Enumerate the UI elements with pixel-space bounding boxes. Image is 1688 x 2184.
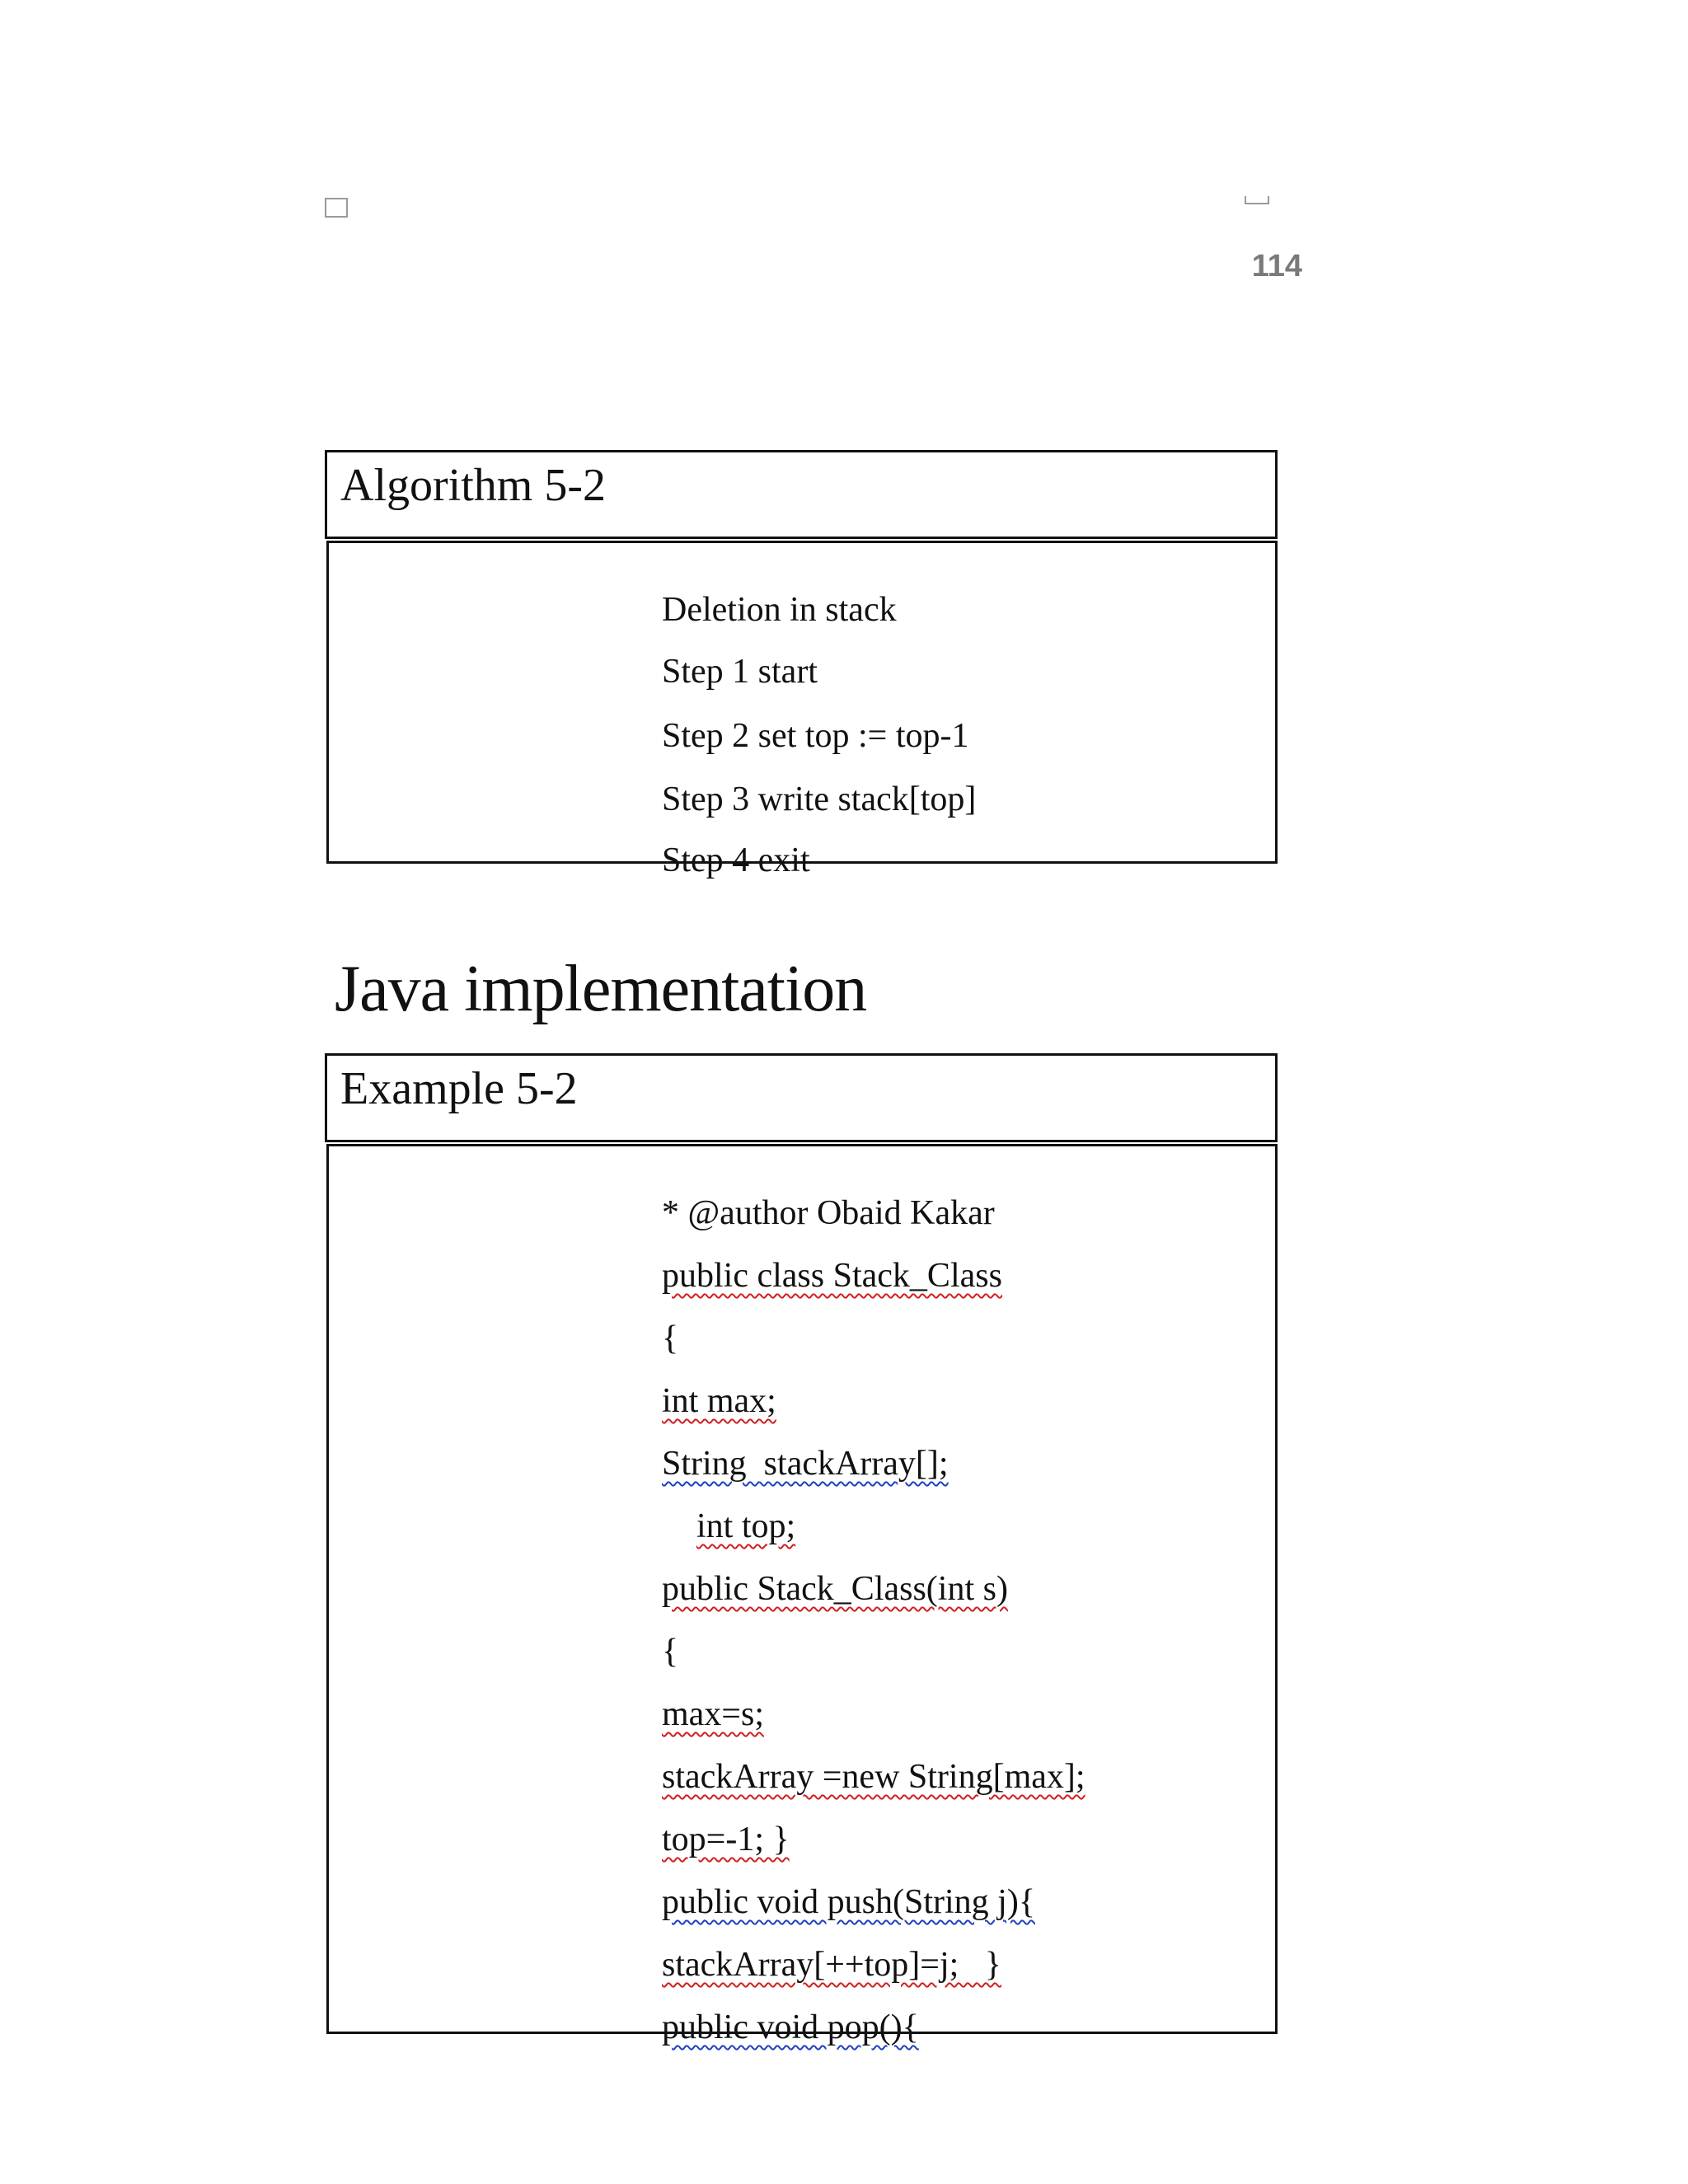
algorithm-line-5: Step 4 exit [662, 841, 810, 879]
code-line-14: public void pop(){ [662, 2008, 919, 2046]
code-line-12: public void push(String j){ [662, 1883, 1035, 1921]
algorithm-content-box [326, 541, 1278, 879]
page-corner-marker-icon [325, 198, 348, 218]
text-boundary-mark-icon [1245, 196, 1269, 204]
example-title: Example 5-2 [340, 1063, 578, 1114]
code-line-1: * @author Obaid Kakar [662, 1194, 995, 1232]
code-line-11: top=-1; } [662, 1821, 790, 1858]
example-title-box [325, 1053, 1278, 1142]
section-heading: Java implementation [335, 953, 867, 1025]
code-line-5: String stackArray[]; [662, 1445, 949, 1483]
page-number: 114 [1251, 249, 1302, 284]
algorithm-title: Algorithm 5-2 [340, 460, 606, 511]
code-line-9: max=s; [662, 1695, 765, 1733]
example-code-box [326, 1144, 1278, 2046]
code-line-8: { [662, 1633, 679, 1671]
code-line-4: int max; [662, 1382, 776, 1420]
algorithm-line-2: Step 1 start [662, 653, 818, 691]
code-line-7: public Stack_Class(int s) [662, 1570, 1008, 1608]
code-line-3: { [662, 1319, 679, 1357]
algorithm-title-box [325, 450, 1278, 539]
code-line-10: stackArray =new String[max]; [662, 1758, 1085, 1796]
code-line-6: int top; [696, 1507, 796, 1545]
code-line-13: stackArray[++top]=j; } [662, 1946, 1001, 1984]
code-line-2: public class Stack_Class [662, 1257, 1002, 1295]
algorithm-line-3: Step 2 set top := top-1 [662, 717, 969, 755]
algorithm-line-4: Step 3 write stack[top] [662, 780, 977, 818]
algorithm-line-1: Deletion in stack [662, 591, 897, 629]
